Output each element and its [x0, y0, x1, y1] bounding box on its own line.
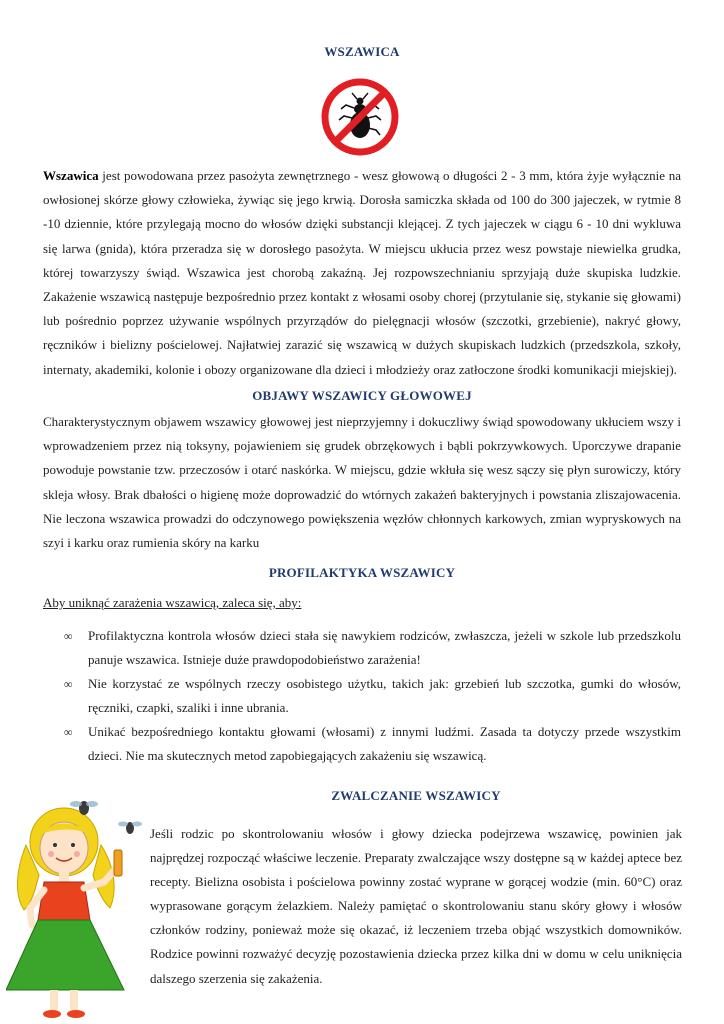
girl-with-comb-icon — [6, 790, 156, 1020]
intro-bold-word: Wszawica — [43, 168, 99, 183]
prevention-heading: PROFILAKTYKA WSZAWICY — [268, 565, 456, 580]
intro-paragraph — [43, 164, 681, 382]
list-item: ∞ Unikać bezpośredniego kontaktu głowami (włosami) z innymi ludźmi. Zasada ta dotyczy przede wszystkim dzieci. Nie ma skutecznych metod zapobiegających zakażeniu się wszawicą. — [64, 720, 681, 768]
symptoms-heading: OBJAWY WSZAWICY GŁOWOWEJ — [252, 388, 472, 403]
page-title: WSZAWICA — [324, 44, 400, 59]
infinity-bullet-icon: ∞ — [64, 677, 73, 691]
prevention-list — [64, 624, 681, 768]
list-item: ∞ Profilaktyczna kontrola włosów dzieci stała się nawykiem rodziców, zwłaszcza, jeżeli w szkole lub przedszkolu panuje wszawica. Istnieje duże prawdopodobieństwo zarażenia! — [64, 624, 681, 672]
prevention-subheading: Aby uniknąć zarażenia wszawicą, zaleca się, aby: — [43, 595, 302, 610]
list-item: ∞ Nie korzystać ze wspólnych rzeczy osobistego użytku, takich jak: grzebień lub szczotka, gumki do włosów, ręczniki, czapki, szaliki i inne ubrania. — [64, 672, 681, 720]
infinity-bullet-icon: ∞ — [64, 629, 73, 643]
infinity-bullet-icon: ∞ — [64, 725, 73, 739]
intro-text: jest powodowana przez pasożyta zewnętrznego - wesz głowową o długości 2 - 3 mm, która żyje wyłącznie na owłosionej skórze głowy człowieka, żywiąc się jego krwią. Dorosła samiczka składa od 100 do 300 jajeczek, w rytmie 8 -10 dziennie, które przylegają mocno do włosów dzięki substancji klejącej. Z tych jajeczek w ciągu 6 - 10 dni wykluwa się larwa (gnida), która przeradza się w dorosłego pasożyta. W miejscu ukłucia przez wesz powstaje niewielka grudka, której towarzyszy świąd. Wszawica jest chorobą zakaźną. Jej rozpowszechnianiu sprzyjają duże skupiska ludzkie. Zakażenie wszawicą następuje bezpośrednio przez kontakt z włosami osoby chorej (przytulanie się, stykanie się głowami) lub pośrednio poprzez używanie wspólnych przyrządów do pielęgnacji włosów (szczotki, grzebienie), nakryć głowy, ręczników i bielizny pościelowej. Najłatwiej zarazić się wszawicą w dużych skupiskach ludzkich (przedszkola, szkoły, internaty, akademiki, kolonie i obozy organizowane dla dzieci i młodzieży oraz zatłoczone środki komunikacji miejskiej). — [43, 168, 681, 377]
treatment-heading: ZWALCZANIE WSZAWICY — [331, 788, 501, 803]
treatment-paragraph: Jeśli rodzic po skontrolowaniu włosów i głowy dziecka podejrzewa wszawicę, powinien jak najprędzej rozpocząć właściwe leczenie. Preparaty zwalczające wszy dostępne są w każdej aptece bez recepty. Bielizna osobista i pościelowa powinny zostać wyprane w gorącej wodzie (min. 60°C) oraz wyprasowane gorącym żelazkiem. Należy pamiętać o skontrolowaniu stanu skóry głowy i włosów członków rodziny, ponieważ może się okazać, iż leczeniem trzeba objąć wszystkich domowników. Rodzice powinni rozważyć decyzję pozostawienia dziecka przez kilka dni w domu w celu uniknięcia dalszego szerzenia się zakażenia. — [150, 826, 682, 986]
no-lice-icon — [321, 78, 399, 156]
symptoms-paragraph: Charakterystycznym objawem wszawicy głowowej jest nieprzyjemny i dokuczliwy świąd spowodowany ukłuciem wszy i wprowadzeniem przez nią toksyny, pojawieniem się grudek obrzękowych i bąbli pokrzywkowych. Uporczywe drapanie powoduje powstanie tzw. przeczosów i otarć naskórka. W miejscu, gdzie wkłuła się wesz sączy się płyn surowiczy, który skleja włosy. Brak dbałości o higienę może doprowadzić do wtórnych zakażeń bakteryjnych i powstania zliszajowacenia. Nie leczona wszawica prowadzi do odczynowego powiększenia węzłów chłonnych karkowych, zmian wypryskowych na szyi i karku oraz rumienia skóry na karku — [43, 414, 681, 551]
